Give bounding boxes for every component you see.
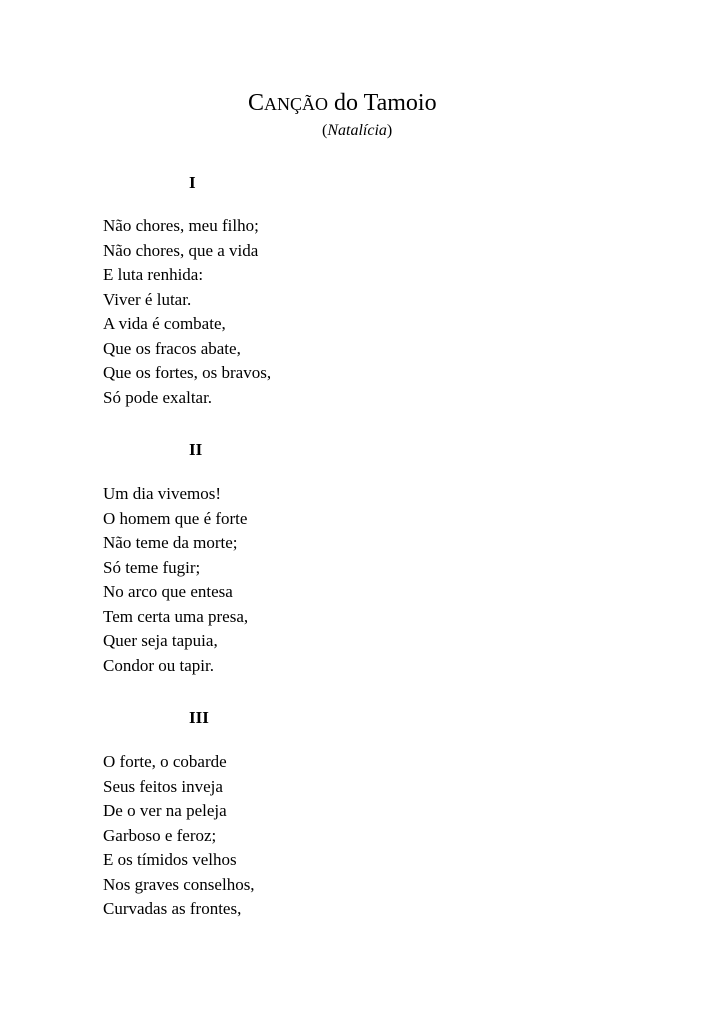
verse-line: Não chores, que a vida (103, 240, 259, 260)
verse-line: Só pode exaltar. (103, 387, 213, 407)
verse-line: Tem certa uma presa, (103, 606, 249, 626)
verse-line: De o ver na peleja (103, 801, 227, 820)
subtitle-close-paren: ) (386, 122, 393, 139)
verse-line: Que os fortes, os bravos, (103, 363, 272, 382)
verse-line: Seus feitos inveja (103, 776, 223, 796)
verse-line: Condor ou tapir. (103, 655, 214, 675)
verse-line: O forte, o cobarde (103, 752, 227, 771)
verse-line: Nos graves conselhos, (103, 874, 255, 894)
verse-line: E os tímidos velhos (103, 850, 237, 869)
verse-line: No arco que entesa (103, 582, 233, 601)
verse-line: Quer seja tapuia, (103, 631, 218, 650)
verse-line: Não teme da morte; (103, 533, 238, 552)
stanza-2 (103, 482, 248, 678)
subtitle-name: Natalícia (327, 122, 387, 139)
verse-line: Que os fracos abate, (103, 338, 241, 358)
verse-line: Viver é lutar. (103, 289, 192, 309)
subtitle-open-paren: ( (322, 122, 328, 139)
stanza-3 (103, 750, 255, 922)
verse-line: Um dia vivemos! (103, 484, 222, 503)
stanza-number-2: II (189, 440, 203, 459)
verse-line: Curvadas as frontes, (103, 899, 242, 918)
verse-line: A vida é combate, (103, 314, 226, 333)
title-rest: do Tamoio (328, 90, 437, 116)
verse-line: Só teme fugir; (103, 557, 201, 577)
stanza-number-3: III (189, 708, 209, 727)
verse-line: E luta renhida: (103, 265, 204, 284)
poem-subtitle (322, 121, 392, 141)
title-initial: C (248, 90, 265, 116)
stanza-1 (103, 214, 271, 410)
verse-line: Não chores, meu filho; (103, 216, 259, 235)
poem-title (248, 88, 437, 119)
verse-line: Garboso e feroz; (103, 825, 217, 845)
stanza-number-1: I (189, 173, 196, 192)
title-small-caps: ANÇÃO (264, 94, 329, 114)
verse-line: O homem que é forte (103, 508, 248, 528)
